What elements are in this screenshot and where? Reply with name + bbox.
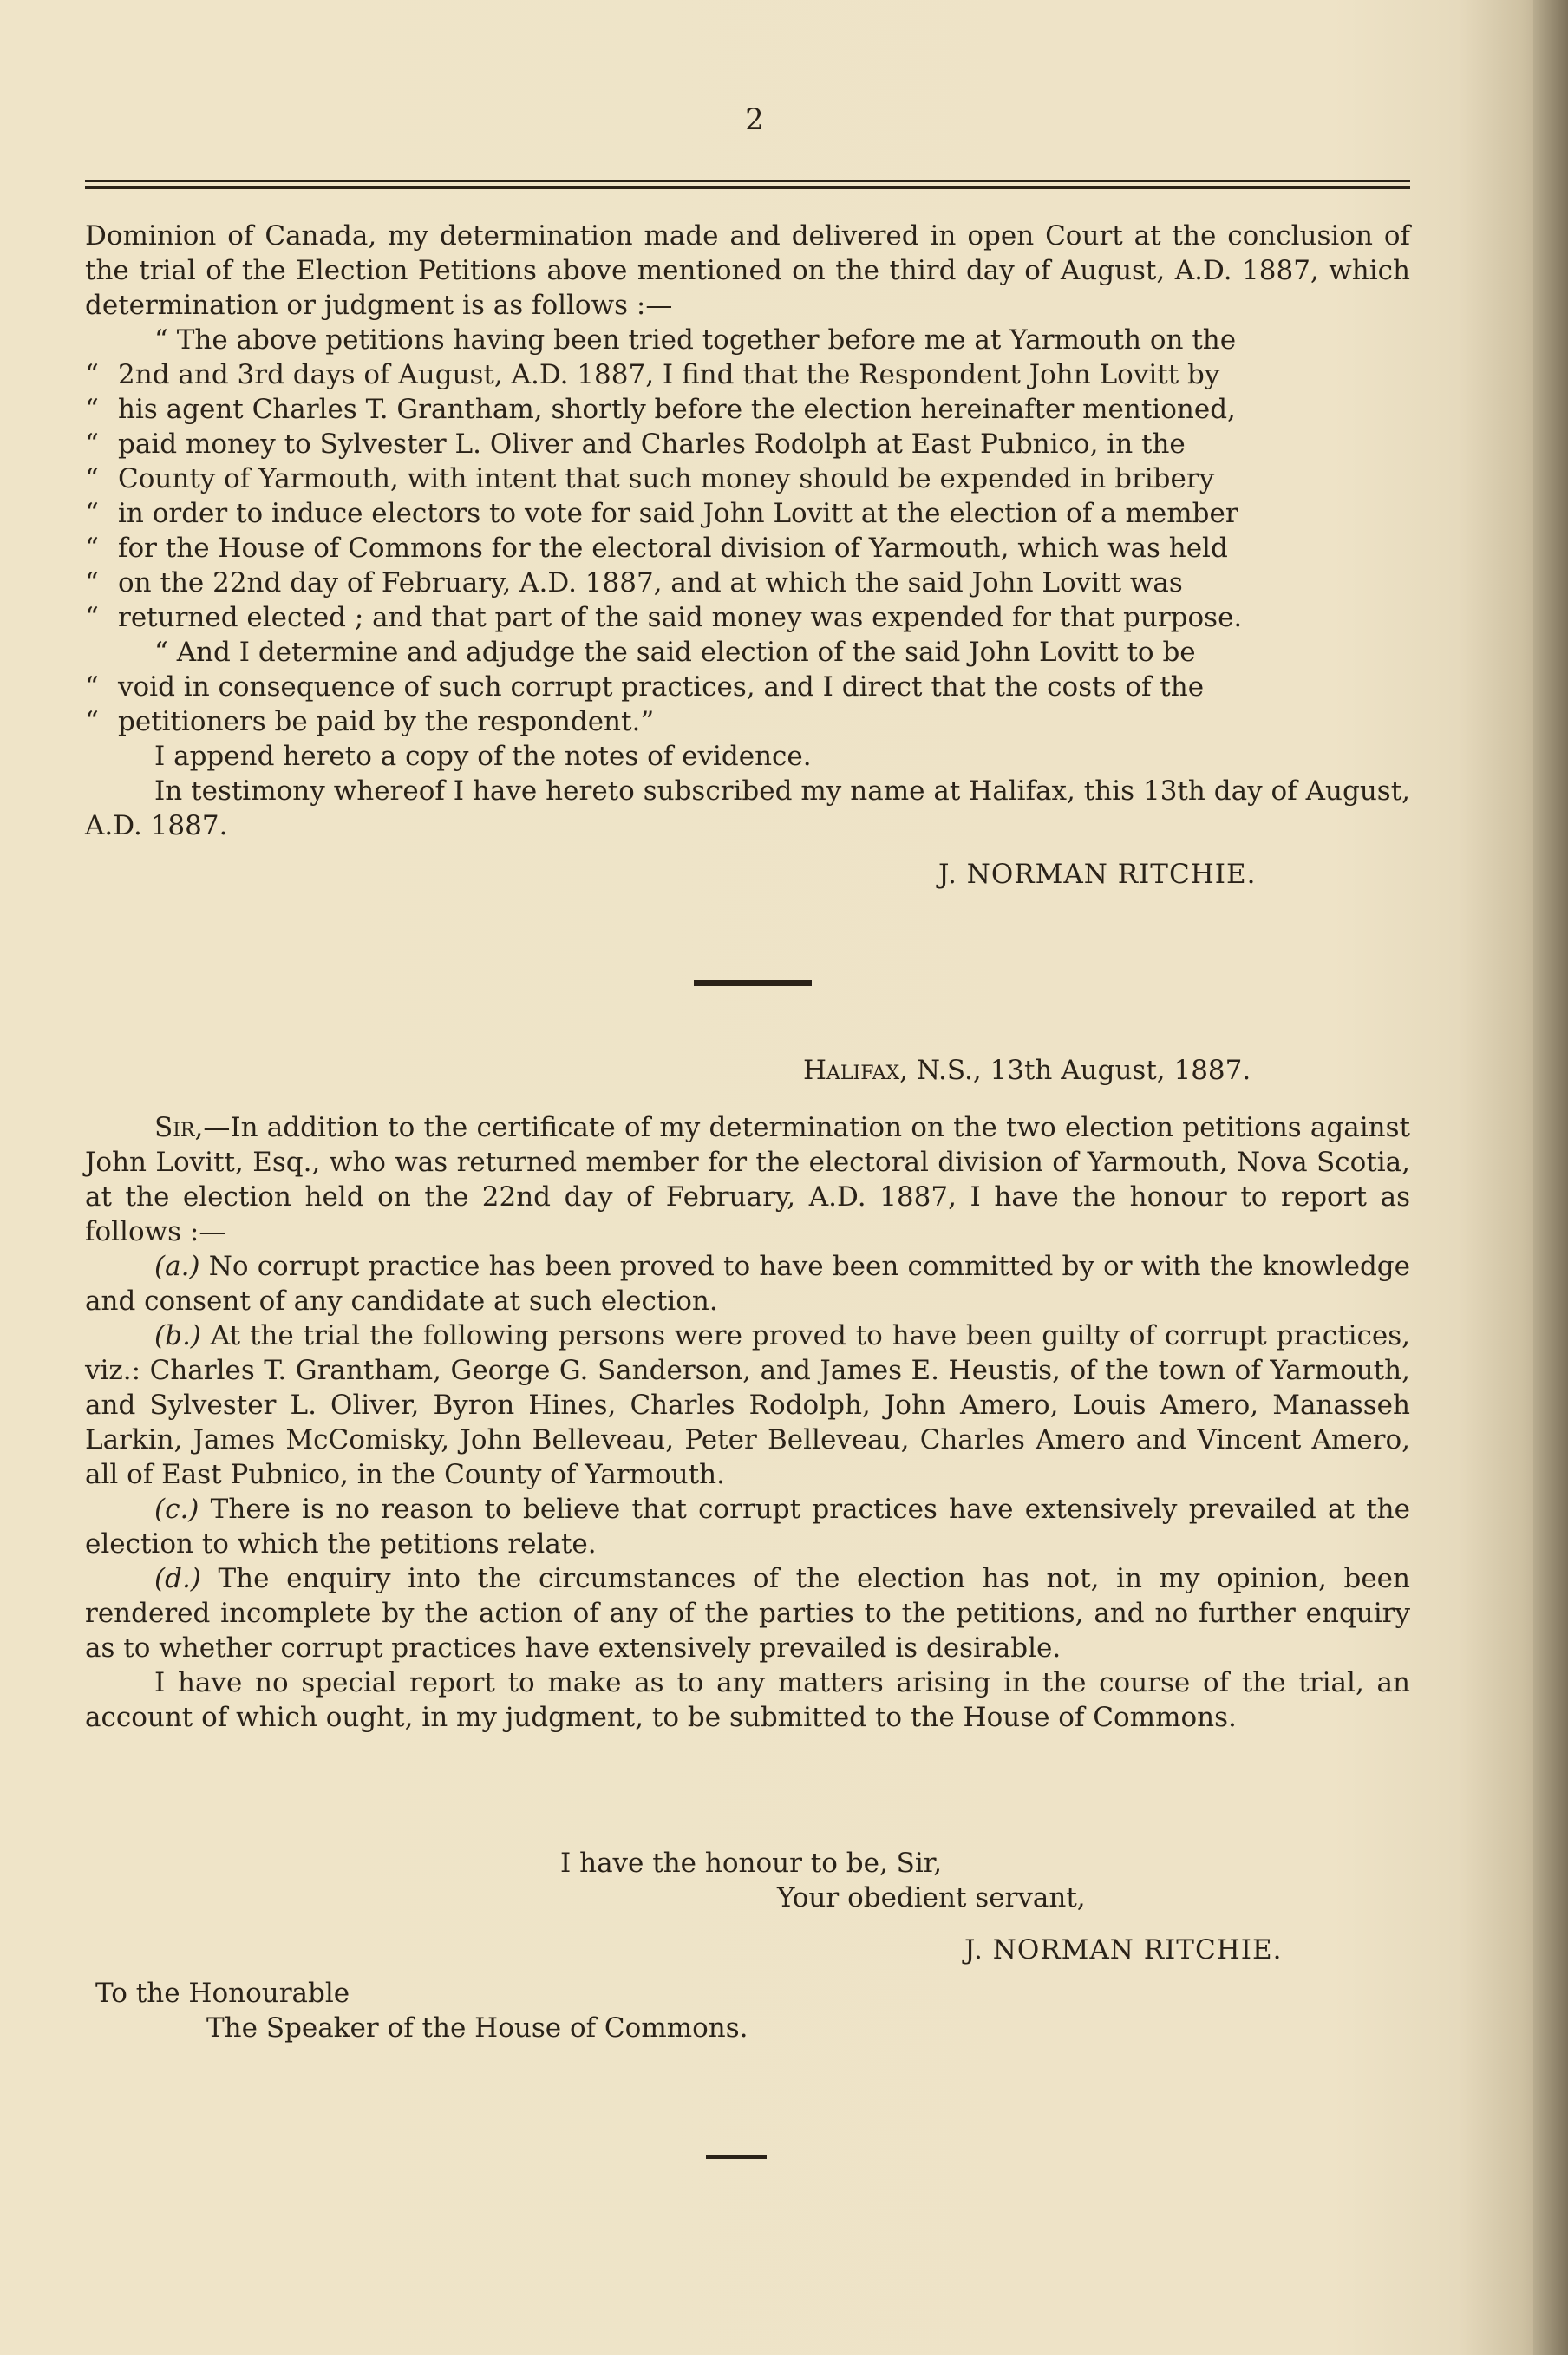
certificate-intro: Dominion of Canada, my determination made and delivered in open Court at the conclusion of the trial of the Election Petitions above mentioned on the third day of August, A.D. 1887, which determination or judgment is as follows :— — [85, 220, 1410, 321]
item-label-b: (b.) — [154, 1320, 201, 1351]
item-label-a: (a.) — [154, 1251, 200, 1282]
book-spine-shadow — [1533, 0, 1568, 2355]
quote-line-2: “ his agent Charles T. Grantham, shortly before the election hereinafter mentioned, — [85, 394, 1236, 425]
dateline-rest: , N.S., 13th August, 1887. — [899, 1055, 1251, 1086]
testimony-paragraph: In testimony whereof I have hereto subscribed my name at Halifax, this 13th day of August, A.D. 1887. — [85, 775, 1410, 841]
item-label-c: (c.) — [154, 1494, 199, 1525]
report-item-a: (a.) No corrupt practice has been proved to have been committed by or with the knowledge and consent of any candidate at such election. — [85, 1251, 1410, 1317]
addressee-line-2: The Speaker of the House of Commons. — [206, 2012, 748, 2044]
header-double-rule — [85, 180, 1410, 189]
item-label-d: (d.) — [154, 1563, 201, 1594]
quote-line-1: “ 2nd and 3rd days of August, A.D. 1887, I find that the Respondent John Lovitt by — [85, 359, 1220, 390]
quote2-line-0: “ And I determine and adjudge the said election of the said John Lovitt to be — [154, 637, 1196, 668]
certificate-signature: J. NORMAN RITCHIE. — [938, 859, 1257, 890]
report-item-d: (d.) The enquiry into the circumstances of the election has not, in my opinion, been rendered incomplete by the action of any of the parties to the petitions, and no further enquiry as to whether corrupt practices have extensively prevailed is desirable. — [85, 1563, 1410, 1664]
report-item-c: (c.) There is no reason to believe that corrupt practices have extensively prevailed at the election to which the petitions relate. — [85, 1494, 1410, 1560]
quote2-line-1: “ void in consequence of such corrupt practices, and I direct that the costs of the — [85, 671, 1205, 703]
certificate-body — [85, 219, 1410, 843]
report-dateline — [803, 1055, 1251, 1086]
closing-line-1: I have the honour to be, Sir, — [560, 1848, 943, 1879]
quote-line-5: “ in order to induce electors to vote for said John Lovitt at the election of a member — [85, 498, 1238, 529]
report-special: I have no special report to make as to any matters arising in the course of the trial, an account of which ought, in my judgment, to be submitted to the House of Commons. — [85, 1667, 1410, 1733]
quote-line-8: “ returned elected ; and that part of the said money was expended for that purpose. — [85, 602, 1243, 633]
section-divider — [694, 980, 812, 986]
closing-line-2: Your obedient servant, — [777, 1882, 1086, 1913]
addressee-line-1: To the Honourable — [95, 1978, 350, 2009]
append-line: I append hereto a copy of the notes of evidence. — [154, 741, 812, 772]
dateline-place: Halifax — [803, 1055, 900, 1086]
quote-line-6: “ for the House of Commons for the electoral division of Yarmouth, which was held — [85, 533, 1228, 564]
report-item-b: (b.) At the trial the following persons were proved to have been guilty of corrupt practices, viz.: Charles T. Grantham, George G. Sanderson, and James E. Heustis, of the town of Yarmouth, and Sylvester L. Oliver, Byron Hines, Charles Rodolph, John Amero, Louis Amero, Manasseh Larkin, James McComisky, John Belleveau, Peter Belleveau, Charles Amero and Vincent Amero, all of East Pubnico, in the County of Yarmouth. — [85, 1320, 1410, 1490]
salutation: Sir, — [154, 1112, 204, 1143]
report-signature: J. NORMAN RITCHIE. — [964, 1934, 1283, 1966]
page-number: 2 — [745, 102, 764, 137]
quote2-line-2: “ petitioners be paid by the respondent.” — [85, 706, 655, 737]
quote-line-0: “ The above petitions having been tried together before me at Yarmouth on the — [154, 324, 1237, 356]
quote-line-3: “ paid money to Sylvester L. Oliver and Charles Rodolph at East Pubnico, in the — [85, 428, 1186, 460]
report-body — [85, 1110, 1410, 1735]
end-divider — [706, 2155, 767, 2159]
report-opening: Sir,—In addition to the certificate of my determination on the two election petitions against John Lovitt, Esq., who was returned member for the electoral division of Yarmouth, Nova Scotia, at the election held on the 22nd day of February, A.D. 1887, I have the honour to report as follows :— — [85, 1112, 1410, 1247]
quote-line-7: “ on the 22nd day of February, A.D. 1887, and at which the said John Lovitt was — [85, 567, 1183, 599]
quote-line-4: “ County of Yarmouth, with intent that such money should be expended in bribery — [85, 463, 1215, 494]
